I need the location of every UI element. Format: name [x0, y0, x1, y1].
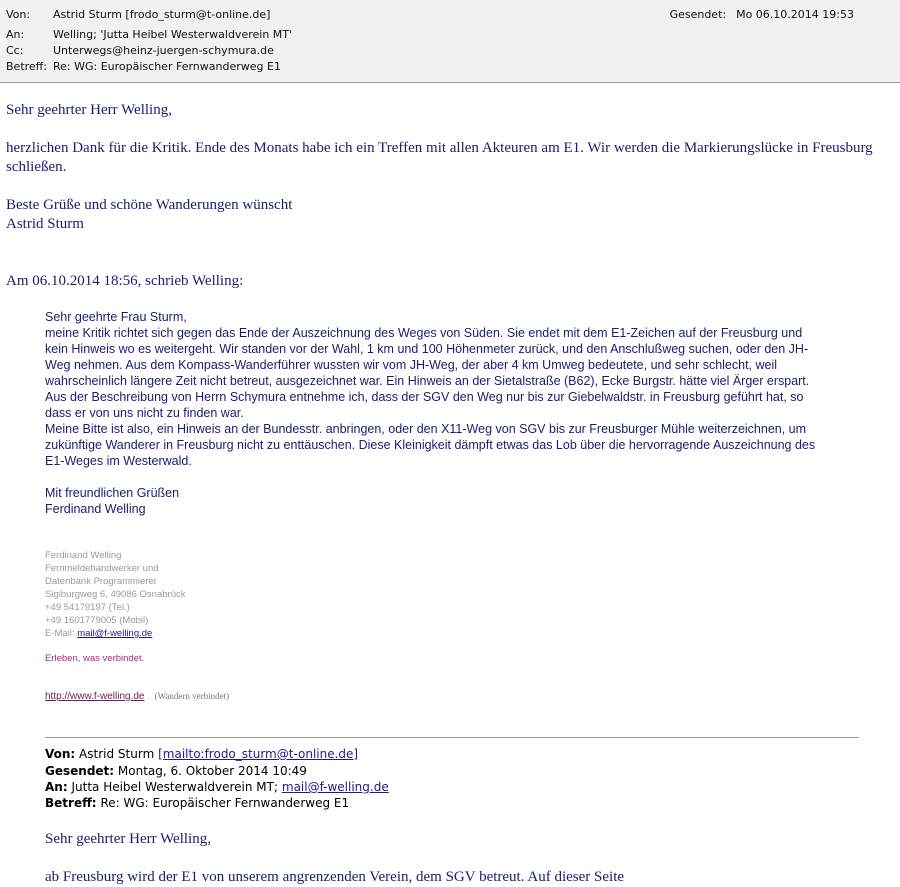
subject-value: Re: WG: Europäischer Fernwanderweg E1 [53, 60, 281, 73]
quoted-line: Weg nehmen. Aus dem Kompass-Wanderführer wussten wir vom JH-Weg, der aber 4 km Umweg bedeutete, und sehr schlecht, weil [45, 358, 778, 372]
cc-label: Cc: [6, 44, 24, 57]
forwarded-sent-label: Gesendet: [45, 764, 115, 778]
reply-paragraph-line1: herzlichen Dank für die Kritik. Ende des Monats habe ich ein Treffen mit allen Akteuren am E1. Wir werden die Markierungslücke in Freusburg [6, 140, 873, 156]
website-note: (Wandern verbindet) [154, 691, 230, 701]
quoted-line: Meine Bitte ist also, ein Hinweis an der Bundesstr. anbringen, oder den X11-Weg von SGV bis zur Freusburger Mühle weiterzeichnen, um [45, 422, 807, 436]
forwarded-from-label: Von: [45, 747, 76, 761]
signature-mobile: +49 1601779005 (Mobil) [45, 615, 149, 626]
quoted-line: zukünftige Wanderer in Freusburg nicht zu enttäuschen. Diese Kleinigkeit dämpft etwas das Lob über die hervorragende Auszeichnung des [45, 438, 816, 452]
forwarded-to-label: An: [45, 780, 68, 794]
forwarded-subject-label: Betreff: [45, 796, 97, 810]
signature-email-link[interactable]: mail@f-welling.de [77, 628, 153, 639]
from-row [6, 7, 270, 22]
forward-divider [45, 737, 859, 738]
forwarded-sent-value: Montag, 6. Oktober 2014 10:49 [117, 764, 307, 778]
signature-email-row [45, 627, 152, 640]
quoted-line: kein Hinweis wo es weitergeht. Wir standen vor der Wahl, 1 km und 100 Höhenmeter zurück, und den Anschlußweg suchen, oder den JH- [45, 342, 809, 356]
quoted-sender-name: Ferdinand Welling [45, 502, 146, 516]
website-link[interactable]: http://www.f-welling.de [45, 691, 145, 702]
website-row [45, 684, 229, 703]
reply-greeting: Sehr geehrter Herr Welling, [6, 102, 172, 118]
cc-row [6, 43, 274, 58]
to-row [6, 27, 292, 42]
quoted-regards: Mit freundlichen Grüßen [45, 486, 180, 500]
forwarded-to-row [45, 779, 389, 795]
signature-email-label: E-Mail: [45, 628, 75, 639]
sent-value: Mo 06.10.2014 19:53 [736, 8, 854, 21]
sent-label: Gesendet: [669, 8, 727, 21]
forwarded-subject-row [45, 795, 349, 811]
quoted-line: wahrscheinlich längere Zeit nicht betreut, ausgezeichnet war. Ein Hinweis an der Sietalstraße (B62), Ecke Burgstr. hätte viel Ärger erspart. [45, 374, 810, 388]
reply-signature-name: Astrid Sturm [6, 216, 84, 232]
quote-intro: Am 06.10.2014 18:56, schrieb Welling: [6, 273, 244, 289]
to-value[interactable]: Welling; 'Jutta Heibel Westerwaldverein MT' [53, 28, 293, 41]
forwarded-greeting: Sehr geehrter Herr Welling, [45, 831, 211, 847]
signature-title: Fernmeldehandwerker und [45, 563, 159, 574]
signature-phone: +49 54179197 (Tel.) [45, 602, 130, 613]
forwarded-text: ab Freusburg wird der E1 von unserem angrenzenden Verein, dem SGV betreut. Auf dieser Seite [45, 869, 625, 885]
subject-row [6, 59, 281, 74]
quoted-line: E1-Weges im Westerwald. [45, 454, 192, 468]
from-value[interactable]: Astrid Sturm [frodo_sturm@t-online.de] [53, 8, 271, 21]
signature-name: Ferdinand Welling [45, 550, 122, 561]
to-label: An: [6, 28, 25, 41]
forwarded-sent-row [45, 763, 307, 779]
forwarded-from-name: Astrid Sturm [79, 747, 155, 761]
signature-address: Sigiburgweg 6, 49086 Osnabrück [45, 589, 186, 600]
quoted-line: meine Kritik richtet sich gegen das Ende der Auszeichnung des Weges von Süden. Sie endet mit dem E1-Zeichen auf der Freusburg und [45, 326, 803, 340]
quoted-line: dass er von uns nicht zu finden war. [45, 406, 244, 420]
message-header [0, 0, 900, 83]
forwarded-from-row [45, 746, 358, 762]
forwarded-to-value: Jutta Heibel Westerwaldverein MT; [71, 780, 279, 794]
forwarded-subject-value: Re: WG: Europäischer Fernwanderweg E1 [100, 796, 350, 810]
cc-value[interactable]: Unterwegs@heinz-juergen-schymura.de [53, 44, 274, 57]
signature-title: Datenbank Programmierer [45, 576, 157, 587]
quoted-line: Aus der Beschreibung von Herrn Schymura entnehme ich, dass der SGV den Weg nur bis zur Giebelwaldstr. in Freusburg geführt hat, so [45, 390, 804, 404]
from-label: Von: [6, 8, 31, 21]
reply-paragraph-line2: schließen. [6, 159, 67, 175]
sent-row [670, 7, 854, 22]
forwarded-from-mailto-link[interactable]: [mailto:frodo_sturm@t-online.de] [158, 747, 359, 761]
signature-tagline: Erleben, was verbindet. [45, 653, 145, 664]
quoted-salutation: Sehr geehrte Frau Sturm, [45, 310, 187, 324]
forwarded-to-email-link[interactable]: mail@f-welling.de [281, 780, 389, 794]
subject-label: Betreff: [6, 60, 47, 73]
reply-closing: Beste Grüße und schöne Wanderungen wünscht [6, 197, 293, 213]
